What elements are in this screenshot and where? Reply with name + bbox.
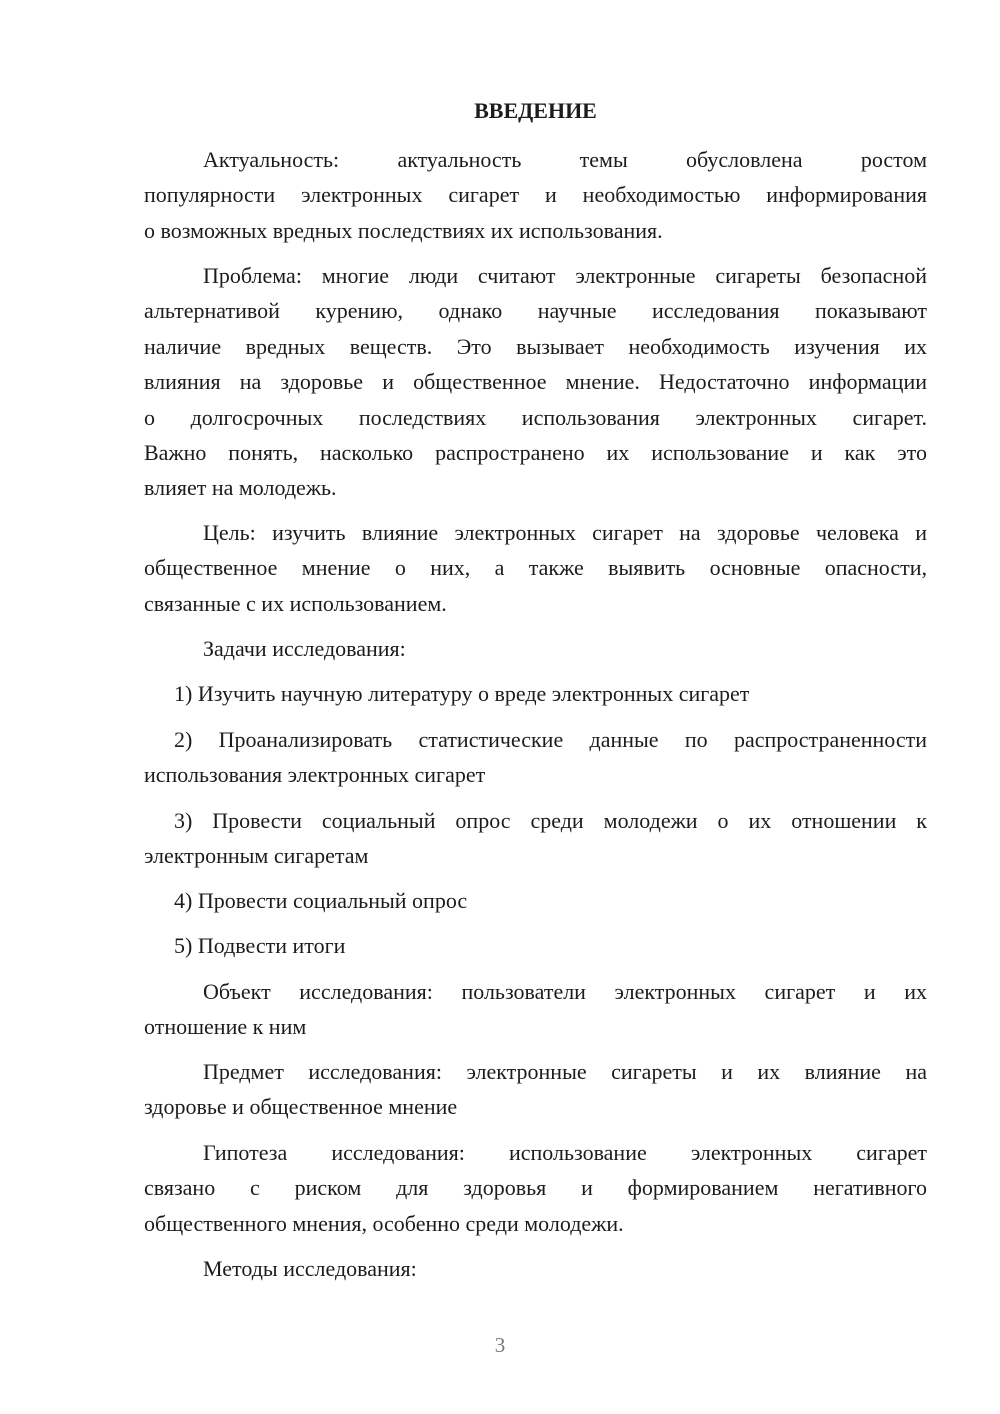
task-item-5 xyxy=(144,928,927,963)
text-line: Актуальность: актуальность темы обусловлена ростом xyxy=(203,147,927,172)
text-line: 1) Изучить научную литературу о вреде электронных сигарет xyxy=(174,681,750,706)
text-line: использования электронных сигарет xyxy=(144,762,486,788)
text-line: 5) Подвести итоги xyxy=(174,933,346,958)
task-item-2 xyxy=(144,722,927,793)
paragraph-hypothesis xyxy=(144,1135,927,1241)
text-line: Методы исследования: xyxy=(203,1256,417,1281)
paragraph-problem xyxy=(144,258,927,506)
paragraph-object xyxy=(144,974,927,1045)
text-line: популярности электронных сигарет и необходимостью информирования xyxy=(144,182,927,208)
text-line: о долгосрочных последствиях использования электронных сигарет. xyxy=(144,404,927,430)
task-item-1 xyxy=(144,676,927,711)
paragraph-relevance xyxy=(144,142,927,248)
text-line: отношение к ним xyxy=(144,1014,307,1040)
page-title: ВВЕДЕНИЕ xyxy=(474,98,597,123)
text-line: влияет на молодежь. xyxy=(144,475,337,501)
text-line: 2) Проанализировать статистические данные по распространенности xyxy=(174,727,927,752)
paragraph-methods xyxy=(144,1251,927,1286)
text-line: связанные с их использованием. xyxy=(144,590,447,616)
text-line: здоровье и общественное мнение xyxy=(144,1094,458,1120)
text-line: 3) Провести социальный опрос среди молодежи о их отношении к xyxy=(174,808,927,833)
paragraph-goal xyxy=(144,515,927,621)
text-line: общественное мнение о них, а также выявить основные опасности, xyxy=(144,555,927,581)
text-line: общественного мнения, особенно среди молодежи. xyxy=(144,1210,624,1236)
text-line: о возможных вредных последствиях их использования. xyxy=(144,217,663,243)
page-number: 3 xyxy=(494,1333,506,1357)
task-item-4 xyxy=(144,883,927,918)
text-line: Задачи исследования: xyxy=(203,636,406,661)
task-item-3 xyxy=(144,803,927,874)
text-line: электронным сигаретам xyxy=(144,843,369,869)
text-line: влияния на здоровье и общественное мнение. Недостаточно информации xyxy=(144,369,927,395)
text-line: Гипотеза исследования: использование электронных сигарет xyxy=(203,1140,927,1165)
paragraph-subject xyxy=(144,1054,927,1125)
text-line: Важно понять, насколько распространено их использование и как это xyxy=(144,439,927,465)
text-line: Проблема: многие люди считают электронные сигареты безопасной xyxy=(203,263,927,288)
text-line: Цель: изучить влияние электронных сигарет на здоровье человека и xyxy=(203,520,927,545)
text-line: Объект исследования: пользователи электронных сигарет и их xyxy=(203,979,927,1004)
tasks-heading xyxy=(144,631,927,666)
text-line: Предмет исследования: электронные сигареты и их влияние на xyxy=(203,1059,927,1084)
text-line: связано с риском для здоровья и формированием негативного xyxy=(144,1175,927,1201)
text-line: 4) Провести социальный опрос xyxy=(174,888,468,913)
text-line: альтернативой курению, однако научные исследования показывают xyxy=(144,298,927,324)
text-line: наличие вредных веществ. Это вызывает необходимость изучения их xyxy=(144,333,927,359)
